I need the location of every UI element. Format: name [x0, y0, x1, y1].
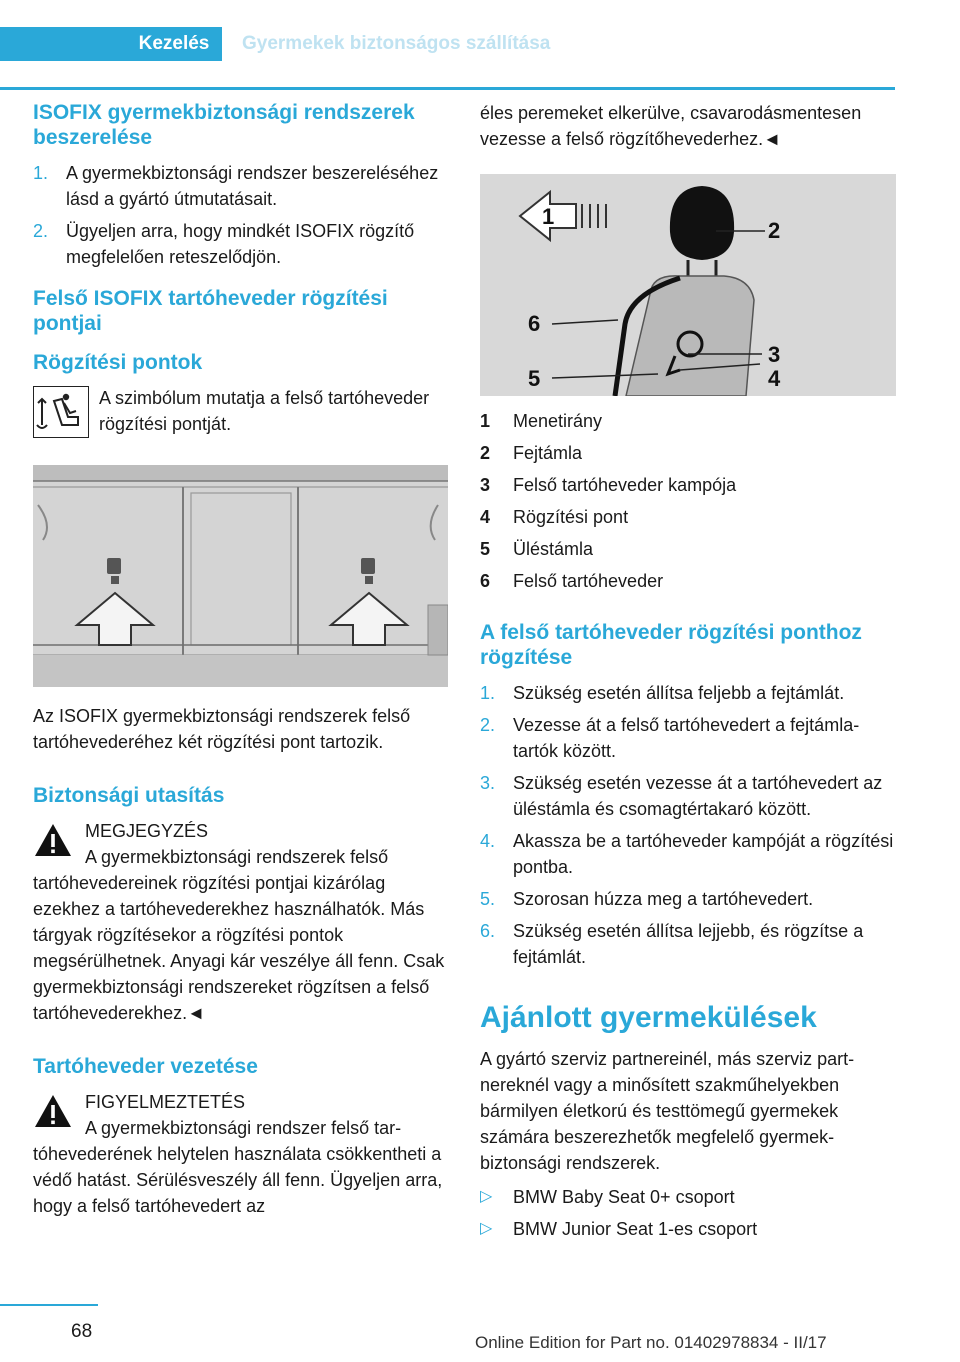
list-item — [480, 1216, 896, 1242]
legend-number: 2 — [480, 443, 491, 463]
list-item — [480, 504, 896, 530]
heading-top-tether-points: Felső ISOFIX tartóheveder rögzítési pontjai — [33, 287, 388, 335]
note-block — [33, 818, 448, 1026]
legend-text: Felső tartóheveder kampója — [513, 475, 737, 495]
diagram-label-6: 6 — [528, 311, 541, 336]
section-tab[interactable]: Kezelés — [126, 27, 222, 61]
diagram-label-5: 5 — [528, 366, 541, 391]
warning-text — [33, 1115, 448, 1219]
heading-isofix-install: ISOFIX gyermekbiztonsági rendszerek beszerelése — [33, 101, 415, 149]
legend-number: 6 — [480, 571, 491, 591]
legend-text: Üléstámla — [513, 539, 594, 559]
headrest-tether-diagram — [480, 174, 896, 396]
left-column — [33, 100, 448, 1219]
step-text: Szükség esetén vezesse át a tartóhevedert az üléstámla és csomagtértakaró között. — [513, 773, 883, 819]
list-item — [480, 918, 896, 970]
legend-text: Felső tartóheveder — [513, 571, 664, 591]
list-item — [33, 218, 448, 270]
heading-attach-tether: A felső tartóheveder rögzítési ponthoz rögzítése — [480, 621, 862, 669]
step-text: Akassza be a tartóheveder kampóját a rögzítési pontba. — [513, 831, 894, 877]
list-item — [480, 568, 896, 594]
note-label: MEGJEGYZÉS — [85, 821, 209, 841]
step-number: 1. — [33, 163, 49, 183]
heading-recommended-seats: Ajánlott gyermekülések — [480, 1001, 817, 1034]
warning-body: A gyermekbiztonsági rendszer felső tartóhevederének helytelen használata csökkentheti a védő hatást. Sérülésveszély áll fenn. Ügyeljen arra, hogy a felső tartóhevedert az — [33, 1118, 443, 1216]
warning-label: FIGYELMEZTETÉS — [85, 1092, 246, 1112]
list-item — [480, 828, 896, 880]
header-separator — [222, 27, 226, 61]
list-item — [480, 440, 896, 466]
step-number: 6. — [480, 921, 496, 941]
step-text: Ügyeljen arra, hogy mindkét ISOFIX rögzítő megfelelően reteszelődjön. — [66, 221, 415, 267]
legend-text: Rögzítési pont — [513, 507, 629, 527]
warning-block — [33, 1089, 448, 1219]
bullet-triangle-icon: ▷ — [480, 1188, 493, 1205]
step-number: 2. — [33, 221, 49, 241]
right-column — [480, 100, 896, 1248]
legend-text: Fejtámla — [513, 443, 583, 463]
footer-rule — [0, 1304, 98, 1306]
legend-text: Menetirány — [513, 411, 603, 431]
diagram-label-3: 3 — [768, 342, 781, 367]
legend-number: 1 — [480, 411, 491, 431]
legend-number: 4 — [480, 507, 491, 527]
legend-number: 3 — [480, 475, 491, 495]
edition-note: Online Edition for Part no. 01402978834 - II/17 — [475, 1333, 827, 1352]
list-item — [480, 472, 896, 498]
step-text: A gyermekbiztonsági rendszer beszereléséhez lásd a gyártó útmutatásait. — [66, 163, 439, 209]
symbol-description: A szimbólum mutatja a felső tartóheveder rögzítési pontját. — [99, 388, 430, 434]
breadcrumb[interactable]: Gyermekek biztonságos szállítása — [242, 33, 551, 54]
list-item — [480, 536, 896, 562]
warning-triangle-icon — [33, 822, 73, 858]
seat-list — [480, 1184, 896, 1242]
diagram-label-2: 2 — [768, 218, 781, 243]
note-body: A gyermekbiztonsági rendszerek felső tartóhevedereinek rögzítési pontjai kizárólag ezekhez a tartóhevederekhez használhatók. Más tárgyak rögzítésekor a rögzítési pontok megsérülhetnek. Anyagi kár veszélye áll fenn. Csak gyermekbiztonsági rendszereket rögzítsen a felső tartóhevederekhez.◄ — [33, 847, 445, 1023]
page-header — [0, 27, 895, 61]
seat-text: BMW Baby Seat 0+ csoport — [513, 1187, 735, 1207]
list-item — [480, 1184, 896, 1210]
list-item — [480, 712, 896, 764]
attach-steps — [480, 680, 896, 970]
seat-text: BMW Junior Seat 1-es csoport — [513, 1219, 758, 1239]
list-item — [480, 886, 896, 912]
step-number: 2. — [480, 715, 496, 735]
warning-triangle-icon — [33, 1093, 73, 1129]
header-color-block — [0, 27, 126, 61]
symbol-block — [33, 383, 448, 441]
header-rule — [0, 87, 895, 90]
heading-anchor-points: Rögzítési pontok — [33, 351, 203, 374]
step-number: 4. — [480, 831, 496, 851]
diagram-label-1: 1 — [542, 204, 555, 229]
step-number: 3. — [480, 773, 496, 793]
list-item — [480, 680, 896, 706]
note-text — [33, 844, 448, 1026]
heading-strap-routing: Tartóheveder vezetése — [33, 1055, 258, 1078]
list-item — [480, 770, 896, 822]
step-number: 1. — [480, 683, 496, 703]
step-text: Szükség esetén állítsa feljebb a fejtámlát. — [513, 683, 845, 703]
list-item — [33, 160, 448, 212]
diagram-label-4: 4 — [768, 366, 781, 391]
page-number: 68 — [71, 1321, 93, 1342]
child-seat-tether-icon — [33, 386, 89, 438]
step-number: 5. — [480, 889, 496, 909]
trunk-anchor-illustration — [33, 465, 448, 687]
step-text: Szükség esetén állítsa lejjebb, és rögzítse a fejtámlát. — [513, 921, 864, 967]
legend-number: 5 — [480, 539, 491, 559]
step-text: Vezesse át a felső tartóhevedert a fejtámlatartók között. — [513, 715, 860, 761]
diagram-legend — [480, 408, 896, 594]
heading-safety: Biztonsági utasítás — [33, 784, 225, 807]
isofix-steps — [33, 160, 448, 270]
bullet-triangle-icon: ▷ — [480, 1220, 493, 1237]
list-item — [480, 408, 896, 434]
trunk-caption: Az ISOFIX gyermekbiztonsági rendszerek felső tartóhevederéhez két rögzítési pont tartozik. — [33, 706, 411, 752]
recommended-text: A gyártó szerviz partnereinél, más szerviz partnereknél vagy a minősített szakműhelyekben bármilyen életkorú és testtömegű gyermekek számára beszerezhetők megfelelő gyermekbiztonsági rendszerek. — [480, 1049, 855, 1173]
step-text: Szorosan húzza meg a tartóhevedert. — [513, 889, 814, 909]
continued-warning-text: éles peremeket elkerülve, csavarodásmentesen vezesse a felső rögzítőhevederhez.◄ — [480, 103, 862, 149]
